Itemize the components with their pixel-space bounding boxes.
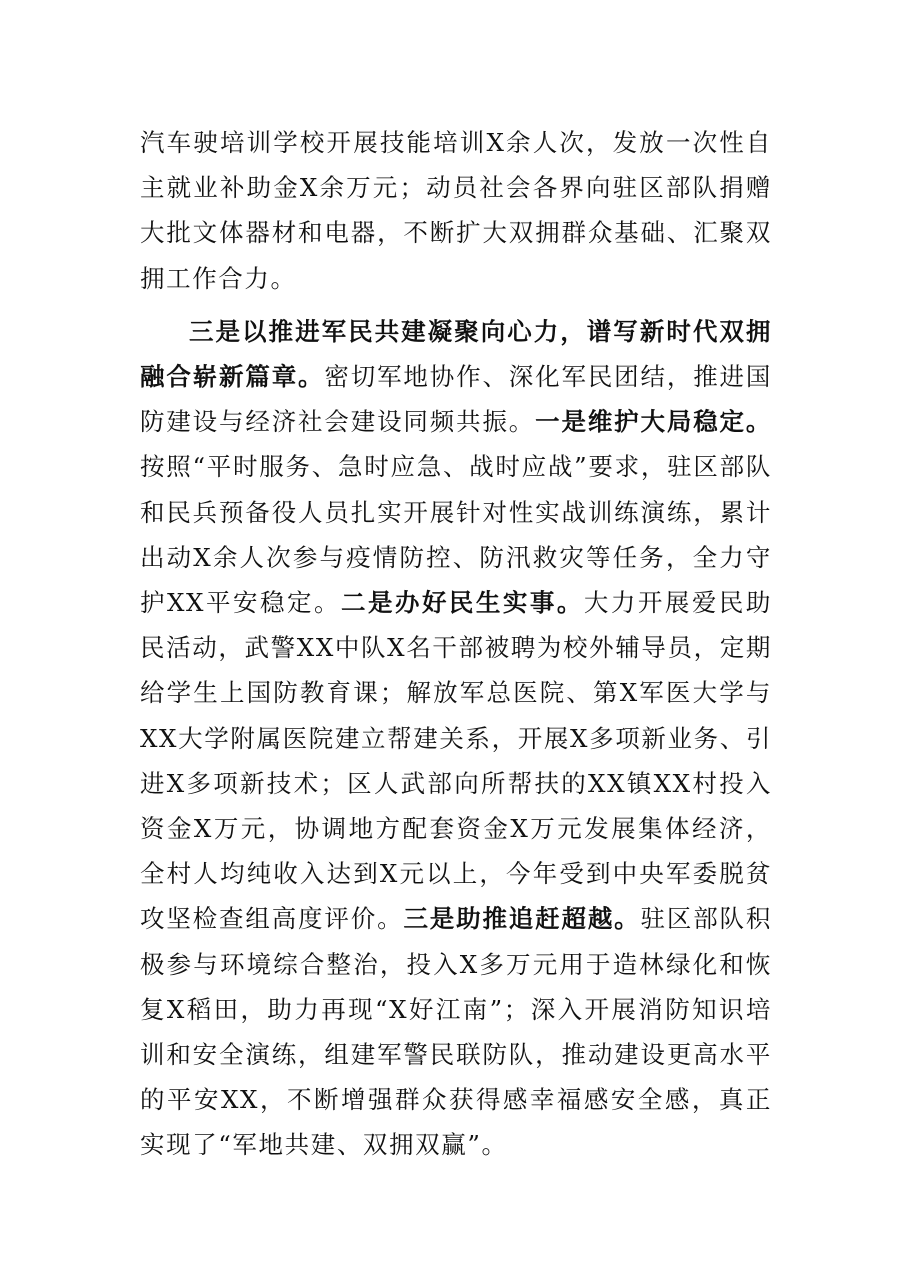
section-heading: 三是以推进军民共建凝聚向心力，谱写新时代双拥融合崭新篇章。: [140, 316, 772, 392]
paragraph-section-three: [140, 309, 772, 1168]
point-1-title: 一是维护大局稳定。: [535, 407, 773, 437]
point-1-text: 按照“平时服务、急时应急、战时应战”要求，驻区部队和民兵预备役人员扎实开展针对性实战训练演练，累计出动X余人次参与疫情防控、防汛救灾等任务，全力守护XX平安稳定。: [140, 452, 772, 618]
point-2-title: 二是办好民生实事。: [340, 588, 584, 618]
paragraph-continuation: 汽车驶培训学校开展技能培训X余人次，发放一次性自主就业补助金X余万元；动员社会各界向驻区部队捐赠大批文体器材和电器，不断扩大双拥群众基础、汇聚双拥工作合力。: [140, 128, 772, 293]
section-intro: 密切军地协作、深化军民团结，推进国防建设与经济社会建设同频共振。: [140, 362, 772, 437]
document-body: [140, 120, 772, 1168]
point-3-title: 三是助推追赶超越。: [403, 904, 641, 934]
point-3-text: 驻区部队积极参与环境综合整治，投入X多万元用于造林绿化和恢复X稻田，助力再现“X好江南”；深入开展消防知识培训和安全演练，组建军警民联防队，推动建设更高水平的平安XX，不断增强群众获得感幸福感安全感，真正实现了“军地共建、双拥双赢”。: [140, 904, 773, 1160]
point-2-text: 大力开展爱民助民活动，武警XX中队X名干部被聘为校外辅导员，定期给学生上国防教育课；解放军总医院、第X军医大学与XX大学附属医院建立帮建关系，开展X多项新业务、引进X多项新技术；区人武部向所帮扶的XX镇XX村投入资金X万元，协调地方配套资金X万元发展集体经济，全村人均纯收入达到X元以上，今年受到中央军委脱贫攻坚检查组高度评价。: [140, 588, 772, 934]
